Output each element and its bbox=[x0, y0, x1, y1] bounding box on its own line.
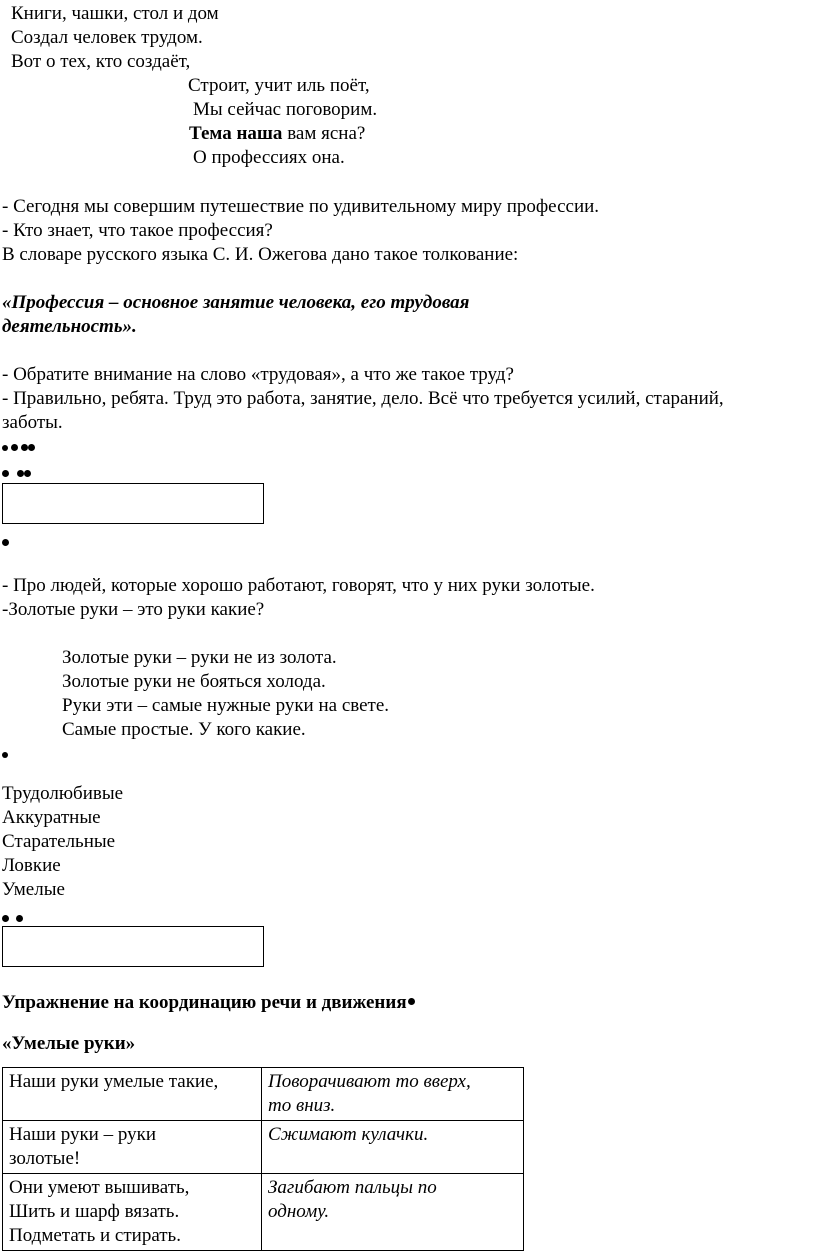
work-paragraph-3: заботы. bbox=[2, 412, 63, 433]
table-cell-action bbox=[262, 1174, 524, 1251]
definition-line-2: деятельность». bbox=[2, 316, 137, 337]
intro-paragraph-3: В словаре русского языка С. И. Ожегова дано такое толкование: bbox=[2, 244, 519, 265]
cell-line: то вниз. bbox=[268, 1095, 336, 1116]
adjective-item: Умелые bbox=[2, 879, 65, 900]
cell-line: Сжимают кулачки. bbox=[268, 1124, 429, 1145]
poem-line-1: Книги, чашки, стол и дом bbox=[11, 3, 219, 24]
bullet-dot bbox=[2, 752, 8, 758]
exercise-heading bbox=[2, 991, 418, 1015]
adjective-item: Трудолюбивые bbox=[2, 783, 124, 804]
poem2-line-1: Золотые руки – руки не из золота. bbox=[62, 647, 337, 668]
bullet-dot bbox=[28, 444, 35, 451]
cell-line: Наши руки – руки bbox=[9, 1124, 156, 1145]
placeholder-dots-5 bbox=[2, 907, 26, 919]
adjective-item: Аккуратные bbox=[2, 807, 101, 828]
cell-line: одному. bbox=[268, 1201, 330, 1222]
table-row bbox=[3, 1068, 524, 1121]
adjective-item: Ловкие bbox=[2, 855, 61, 876]
bullet-dot bbox=[2, 445, 8, 451]
table-row bbox=[3, 1174, 524, 1251]
intro-paragraph-2: - Кто знает, что такое профессия? bbox=[2, 220, 273, 241]
poem2-line-3: Руки эти – самые нужные руки на свете. bbox=[62, 695, 390, 716]
poem2-line-4: Самые простые. У кого какие. bbox=[62, 719, 306, 740]
bullet-dot bbox=[11, 444, 18, 451]
exercise-title: «Умелые руки» bbox=[2, 1033, 136, 1054]
golden-paragraph-2: -Золотые руки – это руки какие? bbox=[2, 599, 265, 620]
bullet-dot bbox=[16, 915, 23, 922]
bullet-dot bbox=[24, 470, 31, 477]
bullet-dot bbox=[2, 539, 9, 546]
table-cell-text bbox=[3, 1174, 262, 1251]
image-placeholder-box-2 bbox=[2, 926, 264, 967]
poem-line-4: Строит, учит иль поёт, bbox=[188, 75, 370, 96]
cell-line: Они умеют вышивать, bbox=[9, 1177, 190, 1198]
cell-line: Поворачивают то вверх, bbox=[268, 1071, 471, 1092]
cell-line: золотые! bbox=[9, 1148, 81, 1169]
exercise-heading-text: Упражнение на координацию речи и движения bbox=[2, 992, 407, 1013]
poem-line-5: Мы сейчас поговорим. bbox=[193, 99, 378, 120]
poem-line-6-bold: Тема наша bbox=[189, 123, 283, 144]
adjective-item: Старательные bbox=[2, 831, 116, 852]
image-placeholder-box-1 bbox=[2, 483, 264, 524]
intro-paragraph-1: - Сегодня мы совершим путешествие по удивительному миру профессии. bbox=[2, 196, 600, 217]
placeholder-dots-1 bbox=[2, 436, 38, 448]
exercise-table bbox=[2, 1067, 524, 1251]
table-cell-action bbox=[262, 1121, 524, 1174]
work-paragraph-1: - Обратите внимание на слово «трудовая», а что же такое труд? bbox=[2, 364, 514, 385]
work-paragraph-2: - Правильно, ребята. Труд это работа, занятие, дело. Всё что требуется усилий, стараний, bbox=[2, 388, 724, 409]
golden-paragraph-1: - Про людей, которые хорошо работают, говорят, что у них руки золотые. bbox=[2, 575, 595, 596]
bullet-dot bbox=[17, 470, 24, 477]
bullet-dot bbox=[21, 444, 28, 451]
poem2-line-2: Золотые руки не бояться холода. bbox=[62, 671, 326, 692]
cell-line: Подметать и стирать. bbox=[9, 1225, 181, 1246]
bullet-dot bbox=[2, 915, 9, 922]
placeholder-dots-3 bbox=[2, 531, 12, 543]
cell-line: Шить и шарф вязать. bbox=[9, 1201, 180, 1222]
poem-line-7: О профессиях она. bbox=[193, 147, 345, 168]
table-cell-action bbox=[262, 1068, 524, 1121]
placeholder-dots-4 bbox=[2, 743, 11, 755]
table-cell-text bbox=[3, 1121, 262, 1174]
definition-line-1: «Профессия – основное занятие человека, его трудовая bbox=[2, 292, 470, 313]
poem-line-6 bbox=[189, 122, 365, 146]
placeholder-dots-2 bbox=[2, 462, 34, 474]
table-cell-text bbox=[3, 1068, 262, 1121]
bullet-dot bbox=[2, 470, 9, 477]
bullet-dot bbox=[408, 998, 415, 1005]
poem-line-6-rest: вам ясна? bbox=[282, 123, 366, 144]
table-row bbox=[3, 1121, 524, 1174]
cell-line: Наши руки умелые такие, bbox=[9, 1071, 219, 1092]
cell-line: Загибают пальцы по bbox=[268, 1177, 437, 1198]
poem-line-3: Вот о тех, кто создаёт, bbox=[11, 51, 191, 72]
poem-line-2: Создал человек трудом. bbox=[11, 27, 203, 48]
